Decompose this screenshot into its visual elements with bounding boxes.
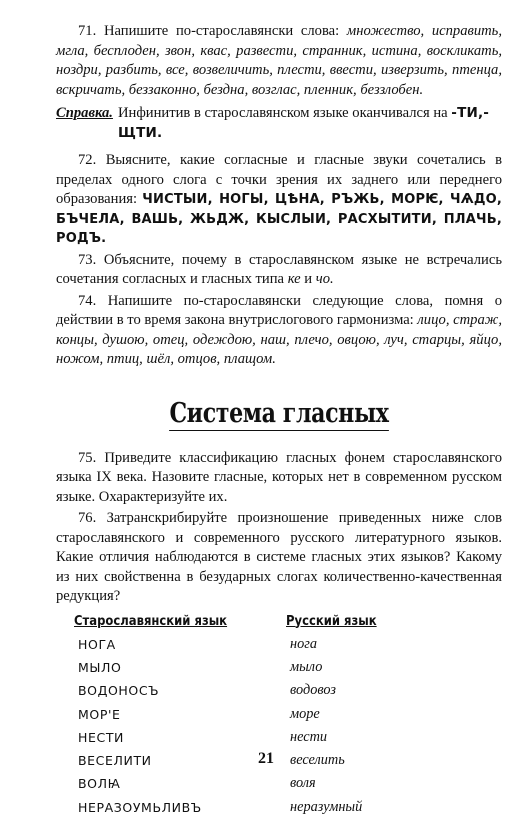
russian-word: мыло [290,658,323,675]
russian-word: веселить [290,752,345,769]
reference-endings: -ТИ,-ЩТИ. [118,105,490,141]
table-header [74,613,502,629]
reference-text: Инфинитив в старославянском языке оканчивался на [118,105,448,121]
russian-word: неразумный [290,798,363,815]
exercise-71 [56,22,502,100]
russian-word: нога [290,635,317,652]
table-row [78,656,502,679]
table-row [78,772,502,795]
russian-word: воля [290,775,316,792]
exercise-73-conjunction: и [304,271,313,287]
section-title [96,398,462,429]
ocs-word: ВОЛꙖ [78,776,121,792]
exercise-73-text: 73. Объясните, почему в старославянском языке не встречались сочетания согласных и гласных типа [56,251,502,287]
table-row [78,633,502,656]
table-row [78,702,502,725]
comparison-table [56,613,502,819]
exercise-72-words: ЧИСТЫИ, НОГЫ, ЦѢНА, РЪЖЬ, МОРѤ, ЧѦДО, БЪЧЕЛА, ВАШЬ, ЖЬДЖ, КЫСЛЫИ, РАСХЫТИТИ, ПЛАЧЬ, РОДЪ. [56,192,502,246]
header-old-church-slavonic: Старославянский язык [74,612,228,629]
russian-word: море [290,705,320,722]
exercise-74-words: лицо, страж, концы, душою, отец, одеждою, наш, плечо, овцою, луч, старцы, яйцо, ножом, птиц, шёл, отцов, плащом. [56,312,502,367]
page-number: 21 [258,750,274,767]
exercise-75: 75. Приведите классификацию гласных фонем старославянского языка IX века. Назовите гласные, которых нет в современном русском языке. Охарактеризуйте их. [56,449,502,505]
ocs-word: ВЕСЕЛИТИ [78,753,152,769]
exercise-71-words: множество, исправить, мгла, бесплоден, звон, квас, развести, странник, истина, воскликать, ноздри, разбить, все, возвеличить, плести, ввести, изверзить, птенца, вскричать, беззаконно, бездна, возглас, пленник, беззлобен. [56,23,502,98]
ocs-word: МОР'Е [78,706,121,722]
exercise-71-text: Напишите по-старославянски слова: [103,23,340,39]
reference-label: Справка. [56,105,113,121]
table-row [78,796,502,819]
exercise-73-example-1: ке [287,271,301,287]
exercise-72-text: 72. Выясните, какие согласные и гласные звуки сочетались в пределах одного слога с точки зрения их заднего или переднего образования: [56,152,502,207]
exercise-73-example-2: чо. [315,271,334,287]
exercise-71-number: 71. [78,23,97,39]
ocs-word: ВОДОНОСЪ [78,683,160,699]
exercise-74 [56,292,502,370]
ocs-word: МЫЛО [78,659,122,675]
ocs-word: НОГА [78,636,116,652]
page-content [56,22,502,819]
exercise-74-text: 74. Напишите по-старославянски следующие слова, помня о действии в то время закона внутрислогового гармонизма: [56,292,502,328]
table-row [78,726,502,749]
exercise-73 [56,251,502,290]
exercise-72 [56,151,502,249]
ocs-word: НЕРАЗОУМЬЛИВЪ [78,799,202,815]
russian-word: нести [290,728,328,745]
header-russian: Русский язык [286,612,377,629]
reference-note [56,104,502,143]
table-row [78,679,502,702]
russian-word: водовоз [290,682,336,699]
ocs-word: НЕСТИ [78,729,125,745]
exercise-76: 76. Затранскрибируйте произношение приведенных ниже слов старославянского и современного русского литературного языков. Какие отличия наблюдаются в системе гласных этих языков? Какому из них свойственна в безударных слогах количественно-качественная редукция? [56,510,502,604]
section-title-text: Система гласных [169,397,389,429]
